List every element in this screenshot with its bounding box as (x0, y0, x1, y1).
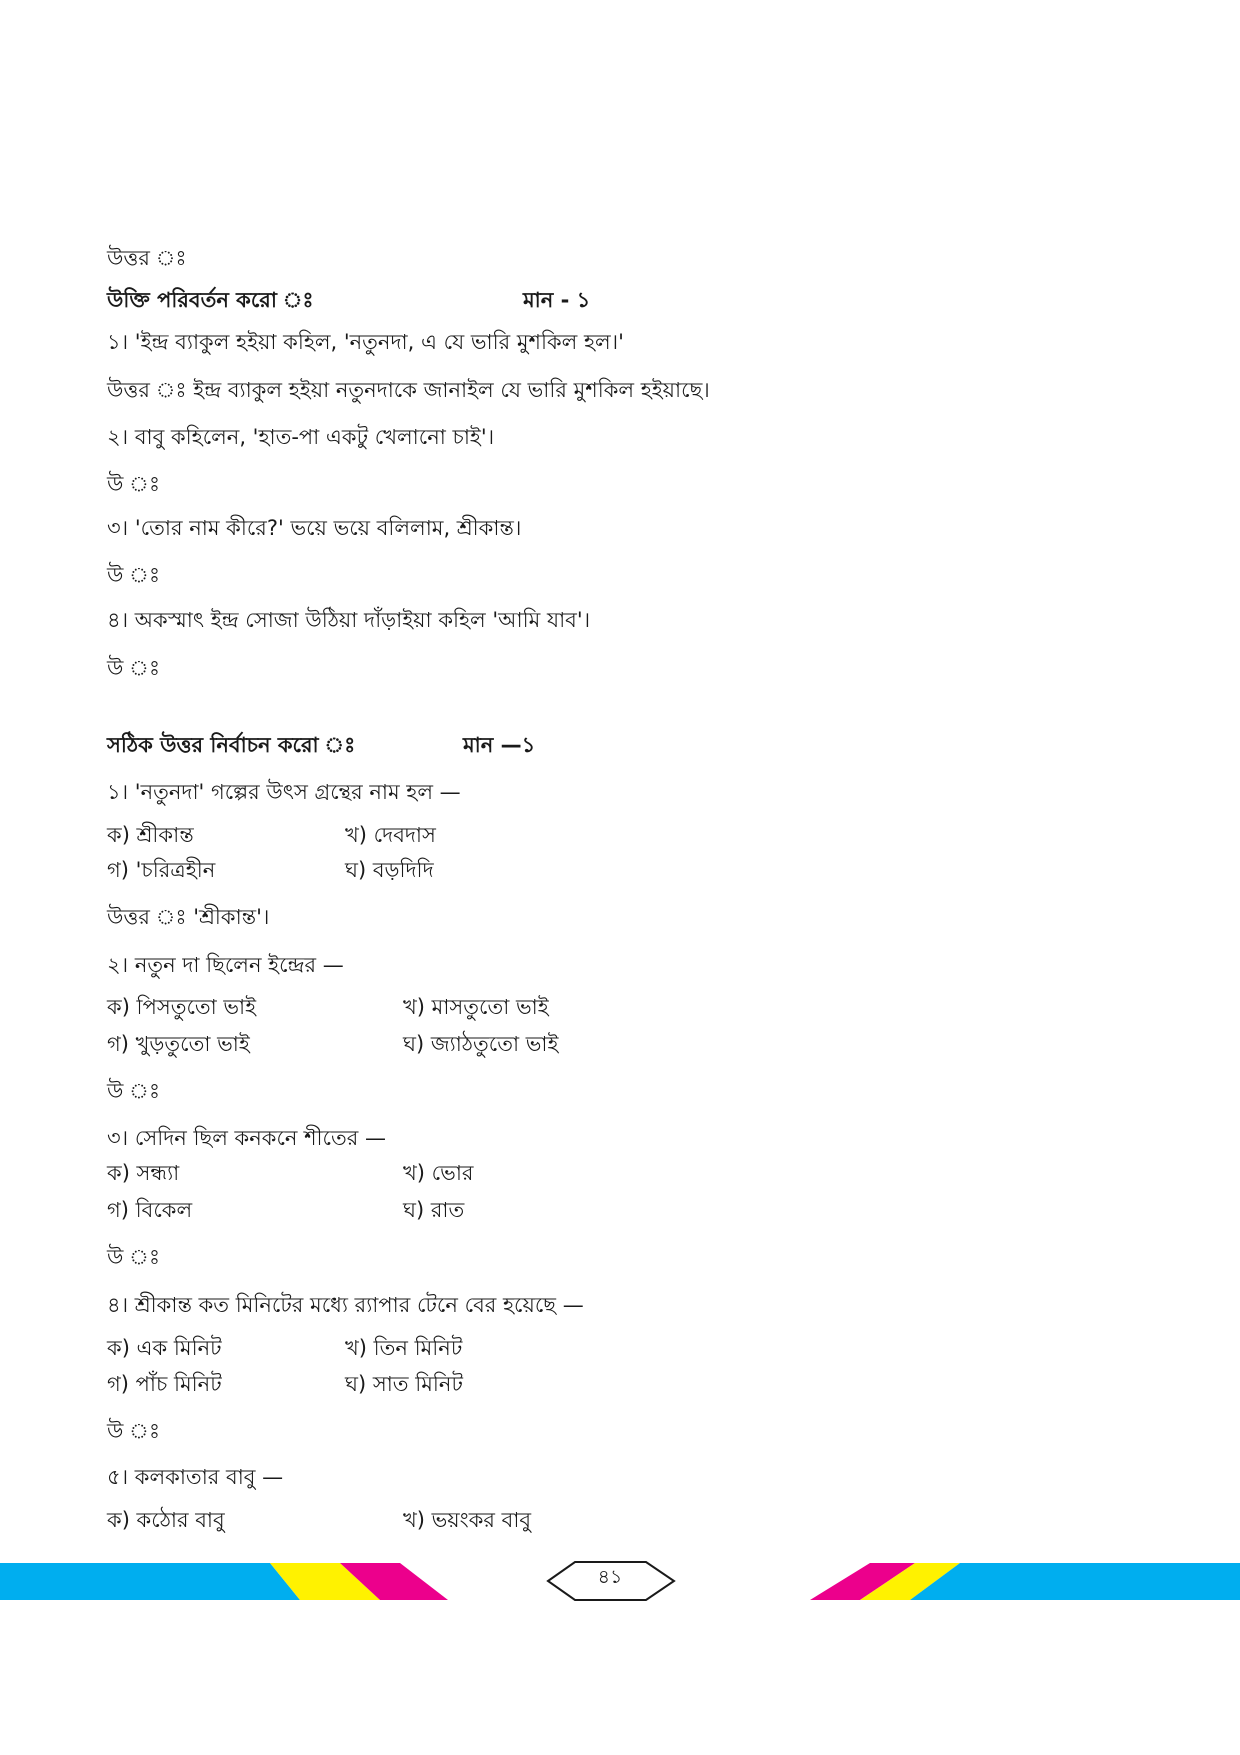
mcq-option: খ) মাসতুতো ভাই (403, 995, 549, 1019)
answer-2: উ ঃ (107, 472, 161, 496)
mcq-answer-2: উ ঃ (107, 1079, 161, 1103)
answer-3: উ ঃ (107, 563, 161, 587)
mcq-answer-1: উত্তর ঃ 'শ্রীকান্ত'। (107, 905, 270, 929)
mcq-option: ক) কঠোর বাবু (107, 1508, 225, 1532)
question-1: ১। 'ইন্দ্র ব্যাকুল হইয়া কহিল, 'নতুনদা, এ যে ভারি মুশকিল হল।' (107, 330, 624, 354)
mcq-option: খ) ভয়ংকর বাবু (403, 1508, 532, 1532)
question-3: ৩। 'তোর নাম কীরে?' ভয়ে ভয়ে বলিলাম, শ্রীকান্ত। (107, 516, 522, 540)
mcq-option: গ) 'চরিত্রহীন (107, 858, 216, 882)
mcq-answer-3: উ ঃ (107, 1245, 161, 1269)
mcq-question-3: ৩। সেদিন ছিল কনকনে শীতের — (107, 1126, 386, 1150)
band-left-cyan (0, 1563, 300, 1600)
question-4: ৪। অকস্মাৎ ইন্দ্র সোজা উঠিয়া দাঁড়াইয়া কহিল 'আমি যাব'। (107, 608, 591, 632)
mcq-option: গ) বিকেল (107, 1198, 193, 1222)
answer-4: উ ঃ (107, 656, 161, 680)
mcq-option: ক) শ্রীকান্ত (107, 823, 194, 847)
answer-1: উত্তর ঃ ইন্দ্র ব্যাকুল হইয়া নতুনদাকে জানাইল যে ভারি মুশকিল হইয়াছে। (107, 378, 710, 402)
mcq-question-2: ২। নতুন দা ছিলেন ইন্দ্রের — (107, 953, 344, 977)
mcq-option: খ) দেবদাস (345, 823, 436, 847)
mcq-option: খ) ভোর (403, 1161, 474, 1185)
mcq-option: ক) পিসতুতো ভাই (107, 995, 257, 1019)
mcq-option: খ) তিন মিনিট (345, 1336, 463, 1360)
mcq-option: ঘ) বড়দিদি (345, 858, 434, 882)
band-right-cyan (910, 1563, 1240, 1600)
section-heading-mcq: সঠিক উত্তর নির্বাচন করো ঃ (107, 733, 356, 757)
mcq-question-1: ১। 'নতুনদা' গল্পের উৎস গ্রন্থের নাম হল — (107, 780, 461, 804)
mcq-option: ঘ) রাত (403, 1198, 465, 1222)
mcq-option: ঘ) সাত মিনিট (345, 1372, 463, 1396)
mcq-question-5: ৫। কলকাতার বাবু — (107, 1465, 284, 1489)
mcq-option: ক) এক মিনিট (107, 1336, 222, 1360)
question-2: ২। বাবু কহিলেন, 'হাত-পা একটু খেলানো চাই'। (107, 425, 495, 449)
mcq-option: ক) সন্ধ্যা (107, 1161, 180, 1185)
mcq-question-4: ৪। শ্রীকান্ত কত মিনিটের মধ্যে র‍্যাপার টেনে বের হয়েছে — (107, 1293, 584, 1317)
page-number: ৪১ (597, 1566, 623, 1588)
section-marks: মান —১ (463, 733, 536, 757)
mcq-option: গ) খুড়তুতো ভাই (107, 1032, 250, 1056)
answer-label: উত্তর ঃ (107, 246, 187, 270)
mcq-answer-4: উ ঃ (107, 1419, 161, 1443)
section-marks: মান - ১ (523, 288, 591, 312)
mcq-option: ঘ) জ্যাঠতুতো ভাই (403, 1032, 559, 1056)
mcq-option: গ) পাঁচ মিনিট (107, 1372, 222, 1396)
section-heading-narration: উক্তি পরিবর্তন করো ঃ (107, 288, 314, 312)
